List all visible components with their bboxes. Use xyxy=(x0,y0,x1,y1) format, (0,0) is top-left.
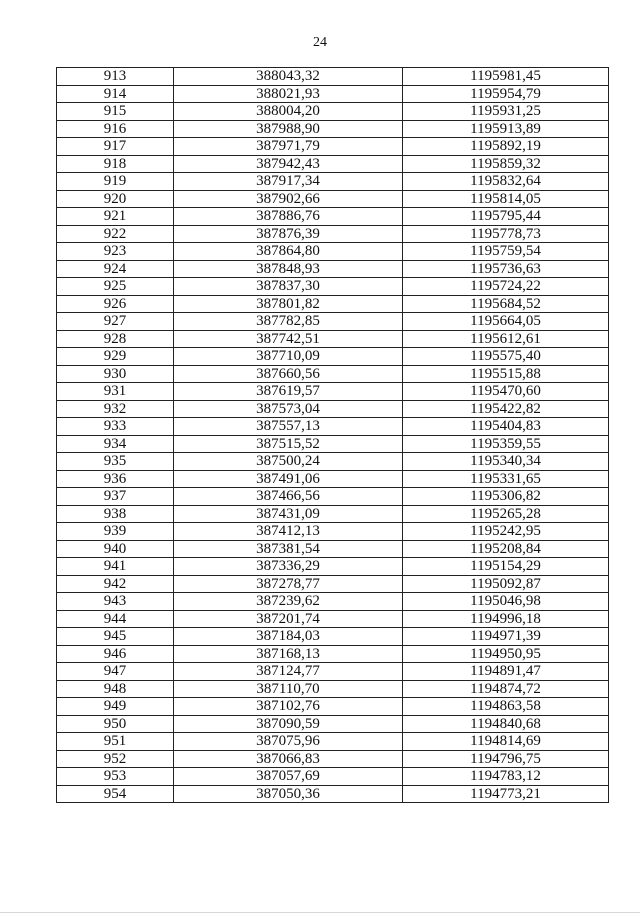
y-coordinate-cell: 1195684,52 xyxy=(403,295,609,313)
point-number-cell: 952 xyxy=(57,750,174,768)
point-number-cell: 923 xyxy=(57,243,174,261)
point-number-cell: 943 xyxy=(57,593,174,611)
point-number-cell: 916 xyxy=(57,120,174,138)
x-coordinate-cell: 387201,74 xyxy=(174,610,403,628)
x-coordinate-cell: 387942,43 xyxy=(174,155,403,173)
point-number-cell: 927 xyxy=(57,313,174,331)
x-coordinate-cell: 387184,03 xyxy=(174,628,403,646)
x-coordinate-cell: 387102,76 xyxy=(174,698,403,716)
y-coordinate-cell: 1195832,64 xyxy=(403,173,609,191)
x-coordinate-cell: 387066,83 xyxy=(174,750,403,768)
y-coordinate-cell: 1195931,25 xyxy=(403,103,609,121)
table-row xyxy=(57,470,609,488)
point-number-cell: 921 xyxy=(57,208,174,226)
table-row xyxy=(57,645,609,663)
point-number-cell: 914 xyxy=(57,85,174,103)
y-coordinate-cell: 1194863,58 xyxy=(403,698,609,716)
point-number-cell: 953 xyxy=(57,768,174,786)
x-coordinate-cell: 387057,69 xyxy=(174,768,403,786)
x-coordinate-cell: 387742,51 xyxy=(174,330,403,348)
x-coordinate-cell: 387886,76 xyxy=(174,208,403,226)
table-row xyxy=(57,365,609,383)
point-number-cell: 918 xyxy=(57,155,174,173)
table-row xyxy=(57,243,609,261)
point-number-cell: 941 xyxy=(57,558,174,576)
x-coordinate-cell: 387848,93 xyxy=(174,260,403,278)
x-coordinate-cell: 387988,90 xyxy=(174,120,403,138)
y-coordinate-cell: 1194950,95 xyxy=(403,645,609,663)
y-coordinate-cell: 1195422,82 xyxy=(403,400,609,418)
table-row xyxy=(57,628,609,646)
point-number-cell: 919 xyxy=(57,173,174,191)
table-row xyxy=(57,733,609,751)
y-coordinate-cell: 1195736,63 xyxy=(403,260,609,278)
x-coordinate-cell: 388043,32 xyxy=(174,68,403,86)
x-coordinate-cell: 387500,24 xyxy=(174,453,403,471)
y-coordinate-cell: 1195859,32 xyxy=(403,155,609,173)
point-number-cell: 915 xyxy=(57,103,174,121)
x-coordinate-cell: 387381,54 xyxy=(174,540,403,558)
y-coordinate-cell: 1194783,12 xyxy=(403,768,609,786)
y-coordinate-cell: 1194891,47 xyxy=(403,663,609,681)
y-coordinate-cell: 1195814,05 xyxy=(403,190,609,208)
point-number-cell: 937 xyxy=(57,488,174,506)
x-coordinate-cell: 387660,56 xyxy=(174,365,403,383)
x-coordinate-cell: 387782,85 xyxy=(174,313,403,331)
x-coordinate-cell: 387573,04 xyxy=(174,400,403,418)
y-coordinate-cell: 1194840,68 xyxy=(403,715,609,733)
table-row xyxy=(57,85,609,103)
y-coordinate-cell: 1195913,89 xyxy=(403,120,609,138)
x-coordinate-cell: 388021,93 xyxy=(174,85,403,103)
table-row xyxy=(57,103,609,121)
table-row xyxy=(57,190,609,208)
point-number-cell: 925 xyxy=(57,278,174,296)
table-row xyxy=(57,768,609,786)
y-coordinate-cell: 1195404,83 xyxy=(403,418,609,436)
point-number-cell: 931 xyxy=(57,383,174,401)
x-coordinate-cell: 387124,77 xyxy=(174,663,403,681)
table-row xyxy=(57,155,609,173)
table-row xyxy=(57,523,609,541)
y-coordinate-cell: 1195664,05 xyxy=(403,313,609,331)
x-coordinate-cell: 387168,13 xyxy=(174,645,403,663)
table-row xyxy=(57,295,609,313)
y-coordinate-cell: 1194971,39 xyxy=(403,628,609,646)
point-number-cell: 942 xyxy=(57,575,174,593)
coordinates-table xyxy=(56,67,609,803)
table-row xyxy=(57,418,609,436)
x-coordinate-cell: 387876,39 xyxy=(174,225,403,243)
y-coordinate-cell: 1194796,75 xyxy=(403,750,609,768)
x-coordinate-cell: 387466,56 xyxy=(174,488,403,506)
point-number-cell: 940 xyxy=(57,540,174,558)
y-coordinate-cell: 1195724,22 xyxy=(403,278,609,296)
table-row xyxy=(57,435,609,453)
table-row xyxy=(57,400,609,418)
point-number-cell: 950 xyxy=(57,715,174,733)
x-coordinate-cell: 387075,96 xyxy=(174,733,403,751)
x-coordinate-cell: 387557,13 xyxy=(174,418,403,436)
table-row xyxy=(57,120,609,138)
table-row xyxy=(57,680,609,698)
point-number-cell: 946 xyxy=(57,645,174,663)
table-row xyxy=(57,698,609,716)
x-coordinate-cell: 387971,79 xyxy=(174,138,403,156)
y-coordinate-cell: 1195515,88 xyxy=(403,365,609,383)
table-row xyxy=(57,383,609,401)
point-number-cell: 936 xyxy=(57,470,174,488)
point-number-cell: 929 xyxy=(57,348,174,366)
x-coordinate-cell: 387864,80 xyxy=(174,243,403,261)
x-coordinate-cell: 387619,57 xyxy=(174,383,403,401)
table-row xyxy=(57,208,609,226)
table-row xyxy=(57,278,609,296)
x-coordinate-cell: 387902,66 xyxy=(174,190,403,208)
x-coordinate-cell: 387710,09 xyxy=(174,348,403,366)
coordinates-table-body xyxy=(57,68,609,803)
x-coordinate-cell: 387090,59 xyxy=(174,715,403,733)
point-number-cell: 926 xyxy=(57,295,174,313)
point-number-cell: 949 xyxy=(57,698,174,716)
y-coordinate-cell: 1195208,84 xyxy=(403,540,609,558)
table-row xyxy=(57,68,609,86)
point-number-cell: 922 xyxy=(57,225,174,243)
point-number-cell: 917 xyxy=(57,138,174,156)
y-coordinate-cell: 1195092,87 xyxy=(403,575,609,593)
y-coordinate-cell: 1195306,82 xyxy=(403,488,609,506)
y-coordinate-cell: 1195242,95 xyxy=(403,523,609,541)
table-row xyxy=(57,715,609,733)
x-coordinate-cell: 387050,36 xyxy=(174,785,403,803)
x-coordinate-cell: 387278,77 xyxy=(174,575,403,593)
table-row xyxy=(57,558,609,576)
y-coordinate-cell: 1195759,54 xyxy=(403,243,609,261)
y-coordinate-cell: 1195154,29 xyxy=(403,558,609,576)
point-number-cell: 945 xyxy=(57,628,174,646)
x-coordinate-cell: 387412,13 xyxy=(174,523,403,541)
y-coordinate-cell: 1195795,44 xyxy=(403,208,609,226)
y-coordinate-cell: 1195575,40 xyxy=(403,348,609,366)
point-number-cell: 948 xyxy=(57,680,174,698)
y-coordinate-cell: 1195778,73 xyxy=(403,225,609,243)
table-row xyxy=(57,540,609,558)
point-number-cell: 935 xyxy=(57,453,174,471)
y-coordinate-cell: 1195359,55 xyxy=(403,435,609,453)
table-row xyxy=(57,610,609,628)
table-row xyxy=(57,505,609,523)
point-number-cell: 932 xyxy=(57,400,174,418)
page-edge-line xyxy=(0,912,640,913)
point-number-cell: 924 xyxy=(57,260,174,278)
table-row xyxy=(57,330,609,348)
table-row xyxy=(57,750,609,768)
table-row xyxy=(57,173,609,191)
y-coordinate-cell: 1195954,79 xyxy=(403,85,609,103)
y-coordinate-cell: 1195612,61 xyxy=(403,330,609,348)
point-number-cell: 930 xyxy=(57,365,174,383)
point-number-cell: 913 xyxy=(57,68,174,86)
x-coordinate-cell: 387801,82 xyxy=(174,295,403,313)
table-row xyxy=(57,663,609,681)
x-coordinate-cell: 387917,34 xyxy=(174,173,403,191)
y-coordinate-cell: 1195470,60 xyxy=(403,383,609,401)
x-coordinate-cell: 388004,20 xyxy=(174,103,403,121)
table-row xyxy=(57,785,609,803)
table-row xyxy=(57,260,609,278)
point-number-cell: 939 xyxy=(57,523,174,541)
point-number-cell: 934 xyxy=(57,435,174,453)
table-row xyxy=(57,593,609,611)
y-coordinate-cell: 1195892,19 xyxy=(403,138,609,156)
y-coordinate-cell: 1194773,21 xyxy=(403,785,609,803)
x-coordinate-cell: 387239,62 xyxy=(174,593,403,611)
table-row xyxy=(57,225,609,243)
x-coordinate-cell: 387491,06 xyxy=(174,470,403,488)
y-coordinate-cell: 1195046,98 xyxy=(403,593,609,611)
point-number-cell: 920 xyxy=(57,190,174,208)
x-coordinate-cell: 387110,70 xyxy=(174,680,403,698)
table-row xyxy=(57,453,609,471)
y-coordinate-cell: 1194814,69 xyxy=(403,733,609,751)
table-row xyxy=(57,488,609,506)
table-row xyxy=(57,575,609,593)
x-coordinate-cell: 387336,29 xyxy=(174,558,403,576)
y-coordinate-cell: 1194874,72 xyxy=(403,680,609,698)
point-number-cell: 944 xyxy=(57,610,174,628)
y-coordinate-cell: 1195340,34 xyxy=(403,453,609,471)
point-number-cell: 947 xyxy=(57,663,174,681)
point-number-cell: 938 xyxy=(57,505,174,523)
x-coordinate-cell: 387837,30 xyxy=(174,278,403,296)
table-row xyxy=(57,348,609,366)
point-number-cell: 954 xyxy=(57,785,174,803)
y-coordinate-cell: 1195331,65 xyxy=(403,470,609,488)
point-number-cell: 951 xyxy=(57,733,174,751)
point-number-cell: 933 xyxy=(57,418,174,436)
x-coordinate-cell: 387431,09 xyxy=(174,505,403,523)
y-coordinate-cell: 1195981,45 xyxy=(403,68,609,86)
y-coordinate-cell: 1195265,28 xyxy=(403,505,609,523)
y-coordinate-cell: 1194996,18 xyxy=(403,610,609,628)
point-number-cell: 928 xyxy=(57,330,174,348)
x-coordinate-cell: 387515,52 xyxy=(174,435,403,453)
table-row xyxy=(57,313,609,331)
page-number: 24 xyxy=(313,35,327,50)
table-row xyxy=(57,138,609,156)
